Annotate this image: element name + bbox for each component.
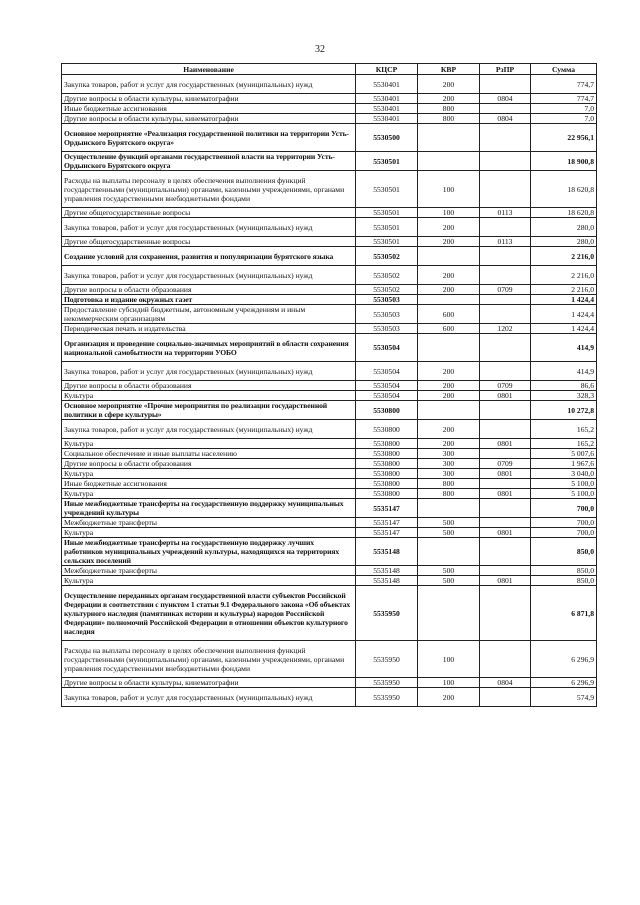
cell-kvr <box>418 538 480 566</box>
cell-name: Иные бюджетные ассигнования <box>62 479 356 489</box>
cell-sum: 3 040,0 <box>531 469 597 479</box>
cell-rzpr <box>480 586 531 641</box>
table-row <box>62 576 597 586</box>
cell-kvr: 100 <box>418 678 480 688</box>
table-row <box>62 518 597 528</box>
cell-sum: 2 216,0 <box>531 266 597 285</box>
cell-rzpr: 0113 <box>480 208 531 218</box>
cell-sum: 1 424,4 <box>531 295 597 305</box>
cell-sum: 700,0 <box>531 528 597 538</box>
table-row <box>62 479 597 489</box>
cell-sum: 414,9 <box>531 362 597 381</box>
cell-kcsr: 5530501 <box>356 152 418 171</box>
column-header-rzpr: РзПР <box>480 64 531 75</box>
table-row <box>62 75 597 94</box>
cell-name: Основное мероприятие «Прочие мероприятия по реализации государственной политики в сфере культуры» <box>62 401 356 420</box>
cell-rzpr <box>480 499 531 518</box>
table-row <box>62 94 597 104</box>
cell-sum: 5 100,0 <box>531 489 597 499</box>
cell-name: Закупка товаров, работ и услуг для государственных (муниципальных) нужд <box>62 362 356 381</box>
cell-kvr <box>418 295 480 305</box>
cell-rzpr: 0801 <box>480 576 531 586</box>
table-row-section <box>62 295 597 305</box>
cell-kcsr: 5530800 <box>356 489 418 499</box>
table-row-section <box>62 401 597 420</box>
cell-kvr: 200 <box>418 688 480 707</box>
cell-name: Основное мероприятие «Реализация государственной политики на территории Усть-Ордынского Бурятского округа» <box>62 124 356 152</box>
cell-sum: 5 100,0 <box>531 479 597 489</box>
cell-name: Культура <box>62 439 356 449</box>
cell-rzpr: 0113 <box>480 237 531 247</box>
cell-name: Предоставление субсидий бюджетным, автономным учреждениям и иным некоммерческим организациям <box>62 305 356 324</box>
cell-rzpr <box>480 266 531 285</box>
cell-kcsr: 5535147 <box>356 518 418 528</box>
cell-rzpr: 0804 <box>480 114 531 124</box>
table-row <box>62 688 597 707</box>
cell-rzpr: 0801 <box>480 528 531 538</box>
cell-kvr: 200 <box>418 94 480 104</box>
cell-rzpr <box>480 334 531 362</box>
cell-sum: 18 620,8 <box>531 208 597 218</box>
cell-rzpr: 0801 <box>480 489 531 499</box>
cell-kcsr: 5530501 <box>356 218 418 237</box>
cell-kvr: 500 <box>418 518 480 528</box>
cell-sum: 280,0 <box>531 237 597 247</box>
cell-rzpr <box>480 124 531 152</box>
column-header-name: Наименование <box>62 64 356 75</box>
cell-kvr: 800 <box>418 479 480 489</box>
cell-sum: 1 424,4 <box>531 324 597 334</box>
cell-kvr: 200 <box>418 439 480 449</box>
cell-name: Другие вопросы в области культуры, кинематографии <box>62 678 356 688</box>
cell-kvr: 800 <box>418 489 480 499</box>
cell-rzpr: 0801 <box>480 469 531 479</box>
table-row <box>62 362 597 381</box>
cell-rzpr: 0709 <box>480 285 531 295</box>
cell-kcsr: 5530800 <box>356 479 418 489</box>
cell-sum: 5 007,6 <box>531 449 597 459</box>
cell-sum: 7,0 <box>531 104 597 114</box>
cell-name: Периодическая печать и издательства <box>62 324 356 334</box>
cell-kcsr: 5530800 <box>356 401 418 420</box>
table-row <box>62 420 597 439</box>
cell-sum: 774,7 <box>531 94 597 104</box>
table-row <box>62 459 597 469</box>
cell-kcsr: 5530504 <box>356 362 418 381</box>
cell-kcsr: 5530501 <box>356 171 418 208</box>
cell-rzpr <box>480 362 531 381</box>
cell-kcsr: 5530501 <box>356 237 418 247</box>
cell-kvr: 100 <box>418 641 480 678</box>
cell-sum: 1 424,4 <box>531 305 597 324</box>
cell-sum: 10 272,8 <box>531 401 597 420</box>
cell-kvr: 200 <box>418 420 480 439</box>
cell-name: Межбюджетные трансферты <box>62 566 356 576</box>
cell-name: Осуществление функций органами государственной власти на территории Усть-Ордынского Бурятского округа <box>62 152 356 171</box>
cell-rzpr <box>480 152 531 171</box>
table-row <box>62 305 597 324</box>
cell-sum: 7,0 <box>531 114 597 124</box>
cell-rzpr <box>480 104 531 114</box>
cell-rzpr <box>480 518 531 528</box>
cell-name: Организация и проведение социально-значимых мероприятий в области сохранения национальной самобытности на территории УОБО <box>62 334 356 362</box>
page-number: 32 <box>315 44 325 55</box>
cell-rzpr: 0801 <box>480 391 531 401</box>
table-row-section <box>62 334 597 362</box>
cell-kvr <box>418 247 480 266</box>
cell-name: Социальное обеспечение и иные выплаты населению <box>62 449 356 459</box>
table-row-section <box>62 586 597 641</box>
cell-sum: 574,9 <box>531 688 597 707</box>
table-header-row <box>62 64 597 75</box>
table-row <box>62 566 597 576</box>
cell-kcsr: 5530502 <box>356 266 418 285</box>
cell-kcsr: 5530503 <box>356 305 418 324</box>
table-row <box>62 171 597 208</box>
cell-name: Создание условий для сохранения, развития и популяризации бурятского языка <box>62 247 356 266</box>
cell-kcsr: 5530401 <box>356 114 418 124</box>
cell-kvr <box>418 334 480 362</box>
table-row-section <box>62 247 597 266</box>
cell-kvr: 200 <box>418 362 480 381</box>
cell-name: Иные межбюджетные трансферты на государственную поддержку лучших работников муниципальных учреждений культуры, находящихся на территориях сельских поселений <box>62 538 356 566</box>
column-header-kcsr: КЦСР <box>356 64 418 75</box>
table-row <box>62 391 597 401</box>
cell-rzpr <box>480 449 531 459</box>
cell-rzpr: 0804 <box>480 94 531 104</box>
cell-kvr: 100 <box>418 171 480 208</box>
table-row <box>62 469 597 479</box>
cell-name: Закупка товаров, работ и услуг для государственных (муниципальных) нужд <box>62 266 356 285</box>
cell-name: Другие общегосударственные вопросы <box>62 208 356 218</box>
table-row <box>62 104 597 114</box>
cell-kvr: 200 <box>418 218 480 237</box>
cell-sum: 700,0 <box>531 499 597 518</box>
cell-kcsr: 5535950 <box>356 641 418 678</box>
cell-rzpr <box>480 479 531 489</box>
cell-kcsr: 5535147 <box>356 528 418 538</box>
cell-kcsr: 5530503 <box>356 295 418 305</box>
cell-kcsr: 5535950 <box>356 678 418 688</box>
cell-name: Культура <box>62 489 356 499</box>
cell-name: Другие вопросы в области образования <box>62 285 356 295</box>
cell-name: Осуществление переданных органам государственной власти субъектов Российской Федерации в соответствии с пунктом 1 статьи 9.1 Федерального закона «Об объектах культурного наследия (памятниках истории и культуры) народов Российской Федерации» полномочий Российской Федерации в отношении объектов культурного наследия <box>62 586 356 641</box>
cell-name: Другие вопросы в области образования <box>62 459 356 469</box>
cell-rzpr <box>480 305 531 324</box>
cell-kcsr: 5530502 <box>356 247 418 266</box>
cell-kvr: 200 <box>418 285 480 295</box>
cell-rzpr <box>480 75 531 94</box>
cell-kvr: 300 <box>418 449 480 459</box>
cell-kcsr: 5535148 <box>356 538 418 566</box>
table-row-section <box>62 538 597 566</box>
cell-name: Закупка товаров, работ и услуг для государственных (муниципальных) нужд <box>62 420 356 439</box>
cell-sum: 18 900,8 <box>531 152 597 171</box>
cell-sum: 850,0 <box>531 566 597 576</box>
cell-name: Культура <box>62 576 356 586</box>
cell-kcsr: 5535950 <box>356 586 418 641</box>
cell-name: Иные межбюджетные трансферты на государственную поддержку муниципальных учреждений культуры <box>62 499 356 518</box>
table-row-section <box>62 499 597 518</box>
cell-sum: 6 871,8 <box>531 586 597 641</box>
table-row <box>62 266 597 285</box>
cell-kcsr: 5530800 <box>356 449 418 459</box>
table-row <box>62 678 597 688</box>
cell-kvr: 100 <box>418 208 480 218</box>
cell-kvr: 800 <box>418 104 480 114</box>
cell-kvr: 600 <box>418 305 480 324</box>
cell-name: Культура <box>62 391 356 401</box>
cell-kcsr: 5535148 <box>356 566 418 576</box>
cell-rzpr <box>480 171 531 208</box>
cell-sum: 700,0 <box>531 518 597 528</box>
column-header-kvr: КВР <box>418 64 480 75</box>
cell-kvr <box>418 401 480 420</box>
cell-name: Другие общегосударственные вопросы <box>62 237 356 247</box>
cell-name: Расходы на выплаты персоналу в целях обеспечения выполнения функций государственными (муниципальными) органами, казенными учреждениями, органами управления государственными внебюджетными фондами <box>62 171 356 208</box>
cell-kvr: 300 <box>418 469 480 479</box>
cell-name: Закупка товаров, работ и услуг для государственных (муниципальных) нужд <box>62 218 356 237</box>
table-row <box>62 218 597 237</box>
cell-name: Иные бюджетные ассигнования <box>62 104 356 114</box>
table-row <box>62 208 597 218</box>
cell-sum: 165,2 <box>531 439 597 449</box>
cell-kcsr: 5530504 <box>356 334 418 362</box>
cell-kcsr: 5535147 <box>356 499 418 518</box>
cell-kvr: 200 <box>418 381 480 391</box>
cell-name: Другие вопросы в области образования <box>62 381 356 391</box>
cell-kvr: 200 <box>418 75 480 94</box>
cell-kvr: 500 <box>418 566 480 576</box>
table-row <box>62 324 597 334</box>
cell-rzpr <box>480 566 531 576</box>
cell-kcsr: 5530800 <box>356 469 418 479</box>
column-header-sum: Сумма <box>531 64 597 75</box>
cell-rzpr <box>480 218 531 237</box>
cell-sum: 1 967,6 <box>531 459 597 469</box>
cell-name: Другие вопросы в области культуры, кинематографии <box>62 114 356 124</box>
cell-rzpr: 0709 <box>480 381 531 391</box>
cell-kcsr: 5530800 <box>356 439 418 449</box>
table-row <box>62 641 597 678</box>
cell-kvr: 800 <box>418 114 480 124</box>
cell-sum: 280,0 <box>531 218 597 237</box>
cell-kvr: 500 <box>418 528 480 538</box>
cell-kvr <box>418 499 480 518</box>
cell-sum: 414,9 <box>531 334 597 362</box>
cell-kcsr: 5530800 <box>356 420 418 439</box>
cell-kvr <box>418 124 480 152</box>
table-row <box>62 449 597 459</box>
table-row <box>62 237 597 247</box>
cell-rzpr: 1202 <box>480 324 531 334</box>
cell-kcsr: 5535950 <box>356 688 418 707</box>
table-row <box>62 381 597 391</box>
cell-kvr: 600 <box>418 324 480 334</box>
cell-rzpr <box>480 295 531 305</box>
cell-name: Другие вопросы в области культуры, кинематографии <box>62 94 356 104</box>
cell-sum: 165,2 <box>531 420 597 439</box>
cell-sum: 2 216,0 <box>531 285 597 295</box>
cell-kcsr: 5530800 <box>356 459 418 469</box>
cell-kvr: 500 <box>418 576 480 586</box>
cell-kvr: 300 <box>418 459 480 469</box>
cell-kvr: 200 <box>418 266 480 285</box>
cell-kcsr: 5530401 <box>356 94 418 104</box>
cell-sum: 18 620,8 <box>531 171 597 208</box>
cell-kcsr: 5535148 <box>356 576 418 586</box>
cell-sum: 86,6 <box>531 381 597 391</box>
cell-name: Закупка товаров, работ и услуг для государственных (муниципальных) нужд <box>62 688 356 707</box>
cell-kvr <box>418 586 480 641</box>
cell-name: Расходы на выплаты персоналу в целях обеспечения выполнения функций государственными (муниципальными) органами, казенными учреждениями, органами управления государственными внебюджетными фондами <box>62 641 356 678</box>
cell-sum: 22 956,1 <box>531 124 597 152</box>
cell-rzpr: 0709 <box>480 459 531 469</box>
cell-sum: 6 296,9 <box>531 678 597 688</box>
table-body <box>62 75 597 707</box>
cell-sum: 328,3 <box>531 391 597 401</box>
cell-kvr: 200 <box>418 391 480 401</box>
cell-rzpr: 0801 <box>480 439 531 449</box>
cell-kcsr: 5530501 <box>356 208 418 218</box>
cell-sum: 2 216,0 <box>531 247 597 266</box>
cell-kvr <box>418 152 480 171</box>
cell-name: Подготовка и издание окружных газет <box>62 295 356 305</box>
cell-sum: 850,0 <box>531 538 597 566</box>
table-row <box>62 285 597 295</box>
cell-kcsr: 5530401 <box>356 75 418 94</box>
cell-sum: 850,0 <box>531 576 597 586</box>
cell-sum: 774,7 <box>531 75 597 94</box>
cell-kcsr: 5530504 <box>356 391 418 401</box>
cell-kcsr: 5530503 <box>356 324 418 334</box>
cell-kcsr: 5530502 <box>356 285 418 295</box>
cell-sum: 6 296,9 <box>531 641 597 678</box>
cell-kvr: 200 <box>418 237 480 247</box>
cell-name: Культура <box>62 469 356 479</box>
cell-rzpr <box>480 538 531 566</box>
budget-table <box>61 63 597 707</box>
cell-name: Межбюджетные трансферты <box>62 518 356 528</box>
table-row <box>62 114 597 124</box>
cell-kcsr: 5530500 <box>356 124 418 152</box>
cell-name: Закупка товаров, работ и услуг для государственных (муниципальных) нужд <box>62 75 356 94</box>
table-row <box>62 489 597 499</box>
cell-rzpr <box>480 247 531 266</box>
cell-rzpr <box>480 401 531 420</box>
cell-rzpr <box>480 688 531 707</box>
cell-kcsr: 5530504 <box>356 381 418 391</box>
table-row <box>62 439 597 449</box>
cell-rzpr <box>480 641 531 678</box>
cell-rzpr: 0804 <box>480 678 531 688</box>
cell-name: Культура <box>62 528 356 538</box>
table-row <box>62 528 597 538</box>
table-row-section <box>62 152 597 171</box>
table-row-section <box>62 124 597 152</box>
cell-rzpr <box>480 420 531 439</box>
cell-kcsr: 5530401 <box>356 104 418 114</box>
